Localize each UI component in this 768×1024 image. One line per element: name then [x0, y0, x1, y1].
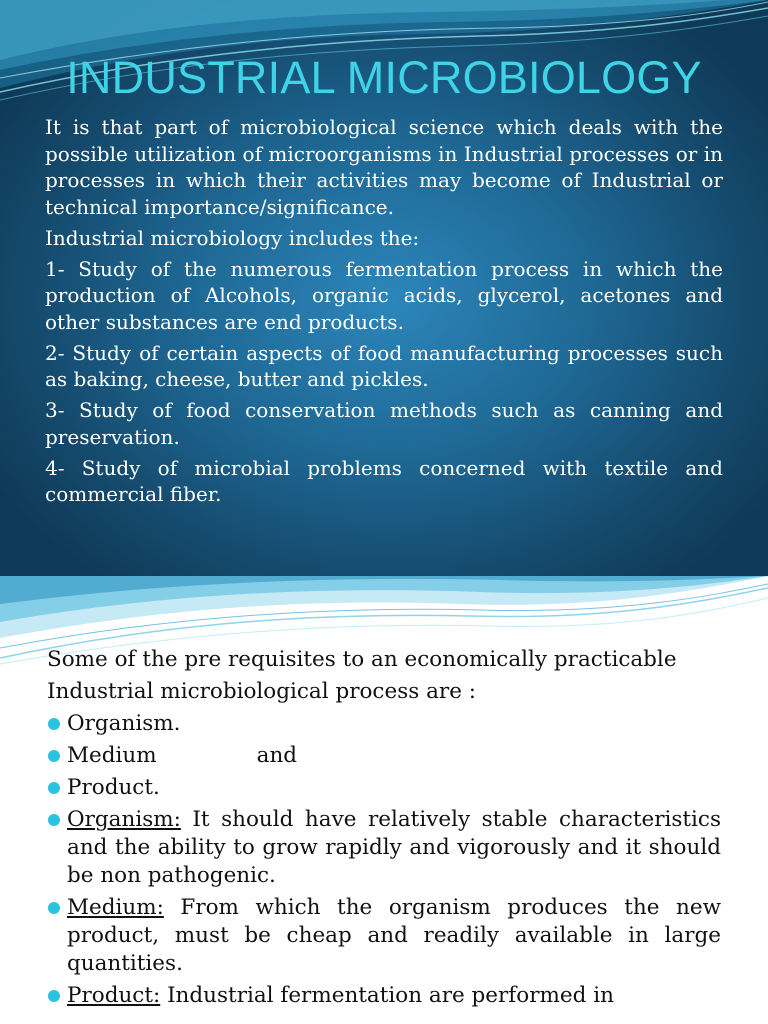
product-term: Product:	[67, 983, 161, 1008]
list-item-text: Organism.	[67, 711, 181, 736]
slide-2-body	[47, 646, 721, 1014]
bullet-dot-icon	[48, 750, 60, 762]
bullet-dot-icon	[48, 902, 60, 914]
slide-1-title: INDUSTRIAL MICROBIOLOGY	[66, 52, 702, 103]
scope-item-4: 4- Study of microbial problems concerned with textile and commercial fiber.	[45, 455, 723, 506]
list-item	[47, 806, 721, 890]
bullet-dot-icon	[48, 814, 60, 826]
organism-term: Organism:	[67, 807, 181, 832]
bullet-dot-icon	[48, 990, 60, 1002]
scope-item-2: 2- Study of certain aspects of food manufacturing processes such as baking, cheese, butter and pickles.	[45, 340, 723, 391]
list-item	[47, 982, 721, 1010]
medium-term: Medium:	[67, 895, 164, 920]
prerequisites-list	[47, 710, 721, 1010]
scope-item-1: 1- Study of the numerous fermentation process in which the production of Alcohols, organic acids, glycerol, acetones and other substances are end products.	[45, 256, 723, 334]
bullet-dot-icon	[48, 782, 60, 794]
organism-description: It should have relatively stable characteristics and the ability to grow rapidly and vigorously and it should be non pathogenic.	[67, 807, 721, 888]
list-item-text: Product.	[67, 775, 160, 800]
medium-description: From which the organism produces the new product, must be cheap and readily available in large quantities.	[67, 895, 721, 976]
list-item	[47, 742, 721, 770]
list-item	[47, 710, 721, 738]
list-item	[47, 774, 721, 802]
definition-paragraph: It is that part of microbiological science which deals with the possible utilization of microorganisms in Industrial processes or in processes in which their activities may become of Industrial or technical importance/significance.	[45, 115, 723, 219]
product-description: Industrial fermentation are performed in	[160, 983, 614, 1008]
list-item-conjunction: and	[256, 743, 298, 768]
includes-intro: Industrial microbiology includes the:	[45, 225, 420, 250]
slide-2	[0, 576, 768, 1024]
slide-1-body	[45, 114, 723, 512]
list-item	[47, 894, 721, 978]
prerequisites-intro-continued: Industrial microbiological process are :	[47, 679, 476, 704]
bullet-dot-icon	[48, 718, 60, 730]
prerequisites-intro: Some of the pre requisites to an economically practicable	[47, 647, 677, 672]
list-item-text: Medium	[67, 743, 157, 768]
scope-item-3: 3- Study of food conservation methods such as canning and preservation.	[45, 398, 723, 449]
